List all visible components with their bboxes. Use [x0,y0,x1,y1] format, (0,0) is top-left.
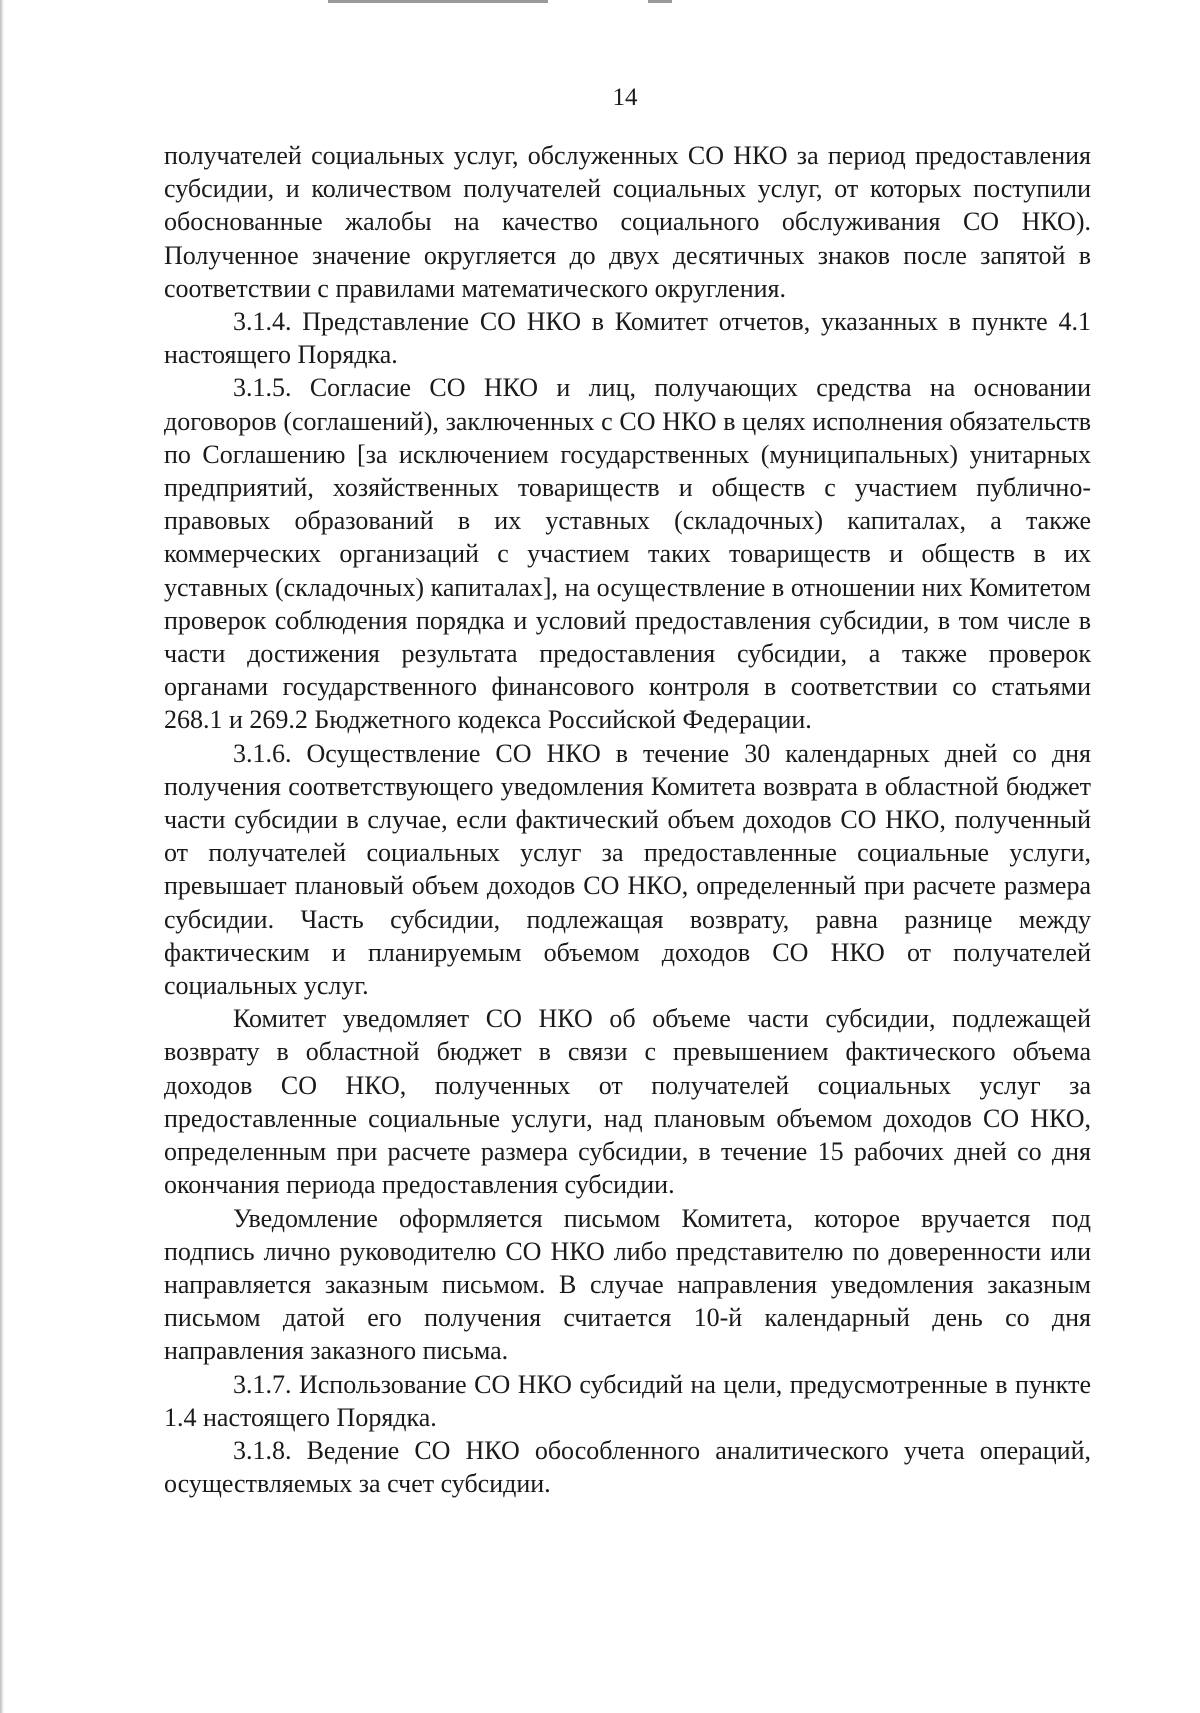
scan-edge [0,0,4,1713]
paragraph-3-1-4: 3.1.4. Представление СО НКО в Комитет отчетов, указанных в пункте 4.1 настоящего Порядка. [164,307,1091,370]
paragraph-3-1-8: 3.1.8. Ведение СО НКО обособленного аналитического учета операций, осуществляемых за счет субсидии. [164,1435,1091,1499]
document-body [164,139,1091,1500]
paragraph-3-1-5: 3.1.5. Согласие СО НКО и лиц, получающих средства на основании договоров (соглашений), заключенных с СО НКО в целях исполнения обязательств по Соглашению [за исключением государственных (муниципальных) унитарных предприятий, хозяйственных товариществ и обществ с участием публично-правовых образований в их уставных (складочных) капиталах, а также коммерческих организаций с участием таких товариществ и обществ в их уставных (складочных) капиталах], на осуществление в отношении них Комитетом проверок соблюдения порядка и условий предоставления субсидии, в том числе в части достижения результата предоставления субсидии, а также проверок органами государственного финансового контроля в соответствии со статьями 268.1 и 269.2 Бюджетного кодекса Российской Федерации. [164,373,1091,735]
scan-artifact [648,0,672,3]
page-number: 14 [612,84,638,111]
paragraph-notification-letter: Уведомление оформляется письмом Комитета, которое вручается под подпись лично руководителю СО НКО либо представителю по доверенности или направляется заказным письмом. В случае направления уведомления заказным письмом датой его получения считается 10-й календарный день со дня направления заказного письма. [164,1203,1091,1366]
paragraph-3-1-7: 3.1.7. Использование СО НКО субсидий на цели, предусмотренные в пункте 1.4 настоящего Порядка. [164,1369,1091,1432]
paragraph-3-1-6: 3.1.6. Осуществление СО НКО в течение 30 календарных дней со дня получения соответствующего уведомления Комитета возврата в областной бюджет части субсидии в случае, если фактический объем доходов СО НКО, полученный от получателей социальных услуг за предоставленные социальные услуги, превышает плановый объем доходов СО НКО, определенный при расчете размера субсидии. Часть субсидии, подлежащая возврату, равна разнице между фактическим и планируемым объемом доходов СО НКО от получателей социальных услуг. [164,738,1091,1001]
paragraph-committee-notice: Комитет уведомляет СО НКО об объеме части субсидии, подлежащей возврату в областной бюджет в связи с превышением фактического объема доходов СО НКО, полученных от получателей социальных услуг за предоставленные социальные услуги, над плановым объемом доходов СО НКО, определенным при расчете размера субсидии, в течение 15 рабочих дней со дня окончания периода предоставления субсидии. [164,1004,1091,1200]
scan-artifact [328,0,548,3]
paragraph-continuation: получателей социальных услуг, обслуженных СО НКО за период предоставления субсидии, и количеством получателей социальных услуг, от которых поступили обоснованные жалобы на качество социального обслуживания СО НКО). Полученное значение округляется до двух десятичных знаков после запятой в соответствии с правилами математического округления. [164,141,1091,303]
